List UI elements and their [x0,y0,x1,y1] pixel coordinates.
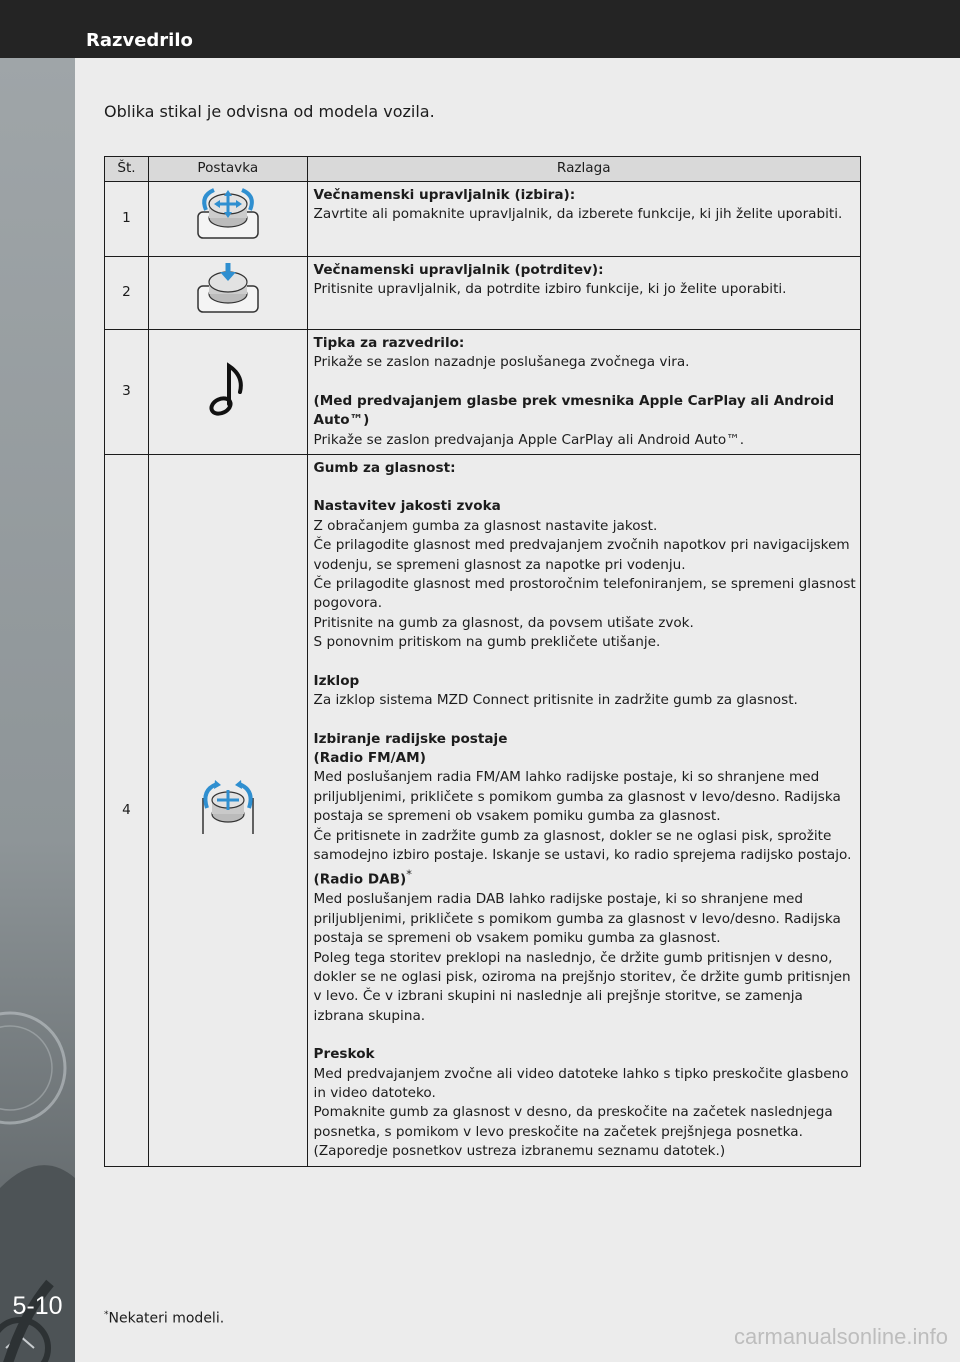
volume-knob-icon [197,778,259,836]
section-title-volume: Nastavitev jakosti zvoka [313,498,501,515]
commander-knob-press-icon [192,262,264,318]
row-text: S ponovnim pritiskom na gumb prekličete utišanje. [313,634,661,651]
table-row [105,182,861,257]
table-header-row [105,157,861,182]
row-title: Tipka za razvedrilo: [313,335,465,351]
section-title-station-select: Izbiranje radijske postaje [313,730,508,747]
section-subtitle-dab: (Radio DAB) [313,871,407,888]
row-number: 3 [105,330,149,455]
header-item: Postavka [148,157,307,182]
row-text: Med poslušanjem radia DAB lahko radijske postaje, ki so shranjene med priljubljenimi, prikličete s pomikom gumba za glasnost v levo/desno. Radijska postaja se spremeni ob vsakem pomiku gumba za glasnost. [313,891,841,947]
chapter-title: Razvedrilo [86,30,193,51]
row-text: Pomaknite gumb za glasnost v desno, da preskočite na začetek naslednjega posnetka, s pomikom v levo preskočite na začetek prejšnjega posnetka. (Zaporedje posnetkov ustreza izbranemu seznamu datotek.) [313,1104,833,1160]
row-text: Z obračanjem gumba za glasnost nastavite jakost. [313,517,658,534]
row-text: Če prilagodite glasnost med prostoročnim telefoniranjem, se spremeni glasnost pogovora. [313,576,856,612]
footnote-mark: * [104,1310,109,1320]
footnote-mark: * [406,867,412,882]
row-number: 4 [105,455,149,1167]
table-row [105,257,861,330]
row-title: Večnamenski upravljalnik (izbira): [313,187,576,203]
row-text: Pritisnite upravljalnik, da potrdite izbiro funkcije, ki jo želite uporabiti. [313,281,787,298]
row-text: Zavrtite ali pomaknite upravljalnik, da izberete funkcije, ki jih želite uporabiti. [313,206,843,223]
row-text: Prikaže se zaslon nazadnje poslušanega zvočnega vira. [313,354,690,371]
section-title-skip: Preskok [313,1046,375,1063]
row-text: Za izklop sistema MZD Connect pritisnite in zadržite gumb za glasnost. [313,692,798,709]
footnote [104,1310,224,1327]
row-text: Če pritisnete in zadržite gumb za glasnost, dokler se ne oglasi pisk, sprožite samodejno izbiro postaje. Iskanje se ustavi, ko radio sprejema radijsko postajo. [313,827,852,863]
sidebar-dashboard-image [0,58,75,1362]
switches-table [104,156,861,1167]
music-note-icon [208,362,248,416]
section-title-power-off: Izklop [313,672,360,689]
steering-wheel-illustration [0,58,75,1362]
table-row [105,455,861,1167]
row-subtitle: (Med predvajanjem glasbe prek vmesnika Apple CarPlay ali Android Auto™) [313,392,835,429]
row-text: Prikaže se zaslon predvajanja Apple CarPlay ali Android Auto™. [313,431,745,448]
row-number: 2 [105,257,149,330]
page-header [0,0,960,58]
row-title: Večnamenski upravljalnik (potrditev): [313,262,604,278]
watermark: carmanualsonline.info [733,1324,948,1349]
intro-text: Oblika stikal je odvisna od modela vozila. [104,102,435,121]
row-text: Med poslušanjem radia FM/AM lahko radijske postaje, ki so shranjene med priljubljenimi, prikličete s pomikom gumba za glasnost v levo/desno. Radijska postaja se spremeni ob vsakem pomiku gumba za glasnost. [313,769,841,825]
row-text: Med predvajanjem zvočne ali video datoteke lahko s tipko preskočite glasbeno in video datoteko. [313,1065,849,1101]
header-explanation: Razlaga [307,157,860,182]
row-text: Poleg tega storitev preklopi na naslednjo, če držite gumb pritisnjen v desno, dokler se ne oglasi pisk, oziroma na prejšnjo storitev, če držite gumb pritisnjen v levo. Če v izbrani skupini ni naslednje ali prejšnje storitve, se zamenja izbrana skupina. [313,949,851,1024]
row-text: Če prilagodite glasnost med predvajanjem zvočnih napotkov pri navigacijskem vodenju, se spremeni glasnost za napotke pri vodenju. [313,537,850,573]
footnote-text: Nekateri modeli. [108,1310,225,1327]
header-num: Št. [105,157,149,182]
row-text: Pritisnite na gumb za glasnost, da povsem utišate zvok. [313,614,694,631]
section-subtitle-fm-am: (Radio FM/AM) [313,749,426,766]
table-row [105,330,861,455]
row-number: 1 [105,182,149,257]
page-number: 5-10 [12,1292,63,1320]
row-title: Gumb za glasnost: [313,460,456,477]
commander-knob-rotate-icon [192,188,264,244]
